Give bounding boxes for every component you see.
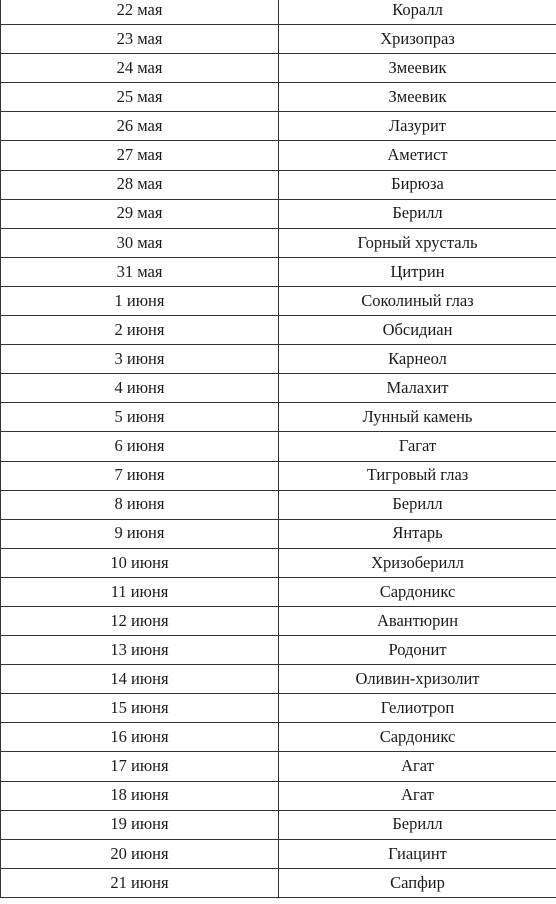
date-cell: 23 мая [1, 25, 279, 54]
table-row [1, 374, 556, 403]
stone-cell: Оливин-хризолит [279, 665, 556, 694]
table-row [1, 345, 556, 374]
stone-cell: Хризопраз [279, 25, 556, 54]
stone-cell: Обсидиан [279, 316, 556, 345]
stone-cell: Гиацинт [279, 839, 556, 868]
table-row [1, 636, 556, 665]
table-row [1, 83, 556, 112]
table-row [1, 286, 556, 315]
date-cell: 10 июня [1, 548, 279, 577]
date-cell: 12 июня [1, 606, 279, 635]
stone-cell: Берилл [279, 490, 556, 519]
stone-cell: Змеевик [279, 83, 556, 112]
date-cell: 9 июня [1, 519, 279, 548]
stone-cell: Карнеол [279, 345, 556, 374]
stone-cell: Сардоникс [279, 577, 556, 606]
stone-cell: Авантюрин [279, 606, 556, 635]
table-row [1, 0, 556, 25]
date-cell: 22 мая [1, 0, 279, 25]
table-row [1, 257, 556, 286]
stone-cell: Сардоникс [279, 723, 556, 752]
table-row [1, 548, 556, 577]
stone-cell: Гагат [279, 432, 556, 461]
date-cell: 28 мая [1, 170, 279, 199]
table-row [1, 752, 556, 781]
table-row [1, 316, 556, 345]
table-row [1, 868, 556, 897]
stone-cell: Цитрин [279, 257, 556, 286]
table-row [1, 403, 556, 432]
date-cell: 11 июня [1, 577, 279, 606]
stone-cell: Родонит [279, 636, 556, 665]
date-cell: 2 июня [1, 316, 279, 345]
stone-cell: Коралл [279, 0, 556, 25]
stone-cell: Аметист [279, 141, 556, 170]
table-row [1, 54, 556, 83]
date-cell: 27 мая [1, 141, 279, 170]
date-cell: 6 июня [1, 432, 279, 461]
date-cell: 13 июня [1, 636, 279, 665]
table-body [1, 0, 556, 897]
table-row [1, 25, 556, 54]
stone-cell: Берилл [279, 810, 556, 839]
date-cell: 16 июня [1, 723, 279, 752]
date-cell: 31 мая [1, 257, 279, 286]
table-row [1, 781, 556, 810]
table-row [1, 141, 556, 170]
date-cell: 15 июня [1, 694, 279, 723]
table-row [1, 839, 556, 868]
table-row [1, 432, 556, 461]
stone-cell: Горный хрусталь [279, 228, 556, 257]
stone-cell: Змеевик [279, 54, 556, 83]
table-row [1, 723, 556, 752]
table-row [1, 112, 556, 141]
table-row [1, 490, 556, 519]
date-cell: 19 июня [1, 810, 279, 839]
date-cell: 21 июня [1, 868, 279, 897]
date-cell: 24 мая [1, 54, 279, 83]
stone-cell: Агат [279, 752, 556, 781]
date-cell: 3 июня [1, 345, 279, 374]
stone-cell: Лазурит [279, 112, 556, 141]
date-cell: 18 июня [1, 781, 279, 810]
date-cell: 4 июня [1, 374, 279, 403]
date-cell: 29 мая [1, 199, 279, 228]
date-cell: 5 июня [1, 403, 279, 432]
date-cell: 17 июня [1, 752, 279, 781]
date-cell: 14 июня [1, 665, 279, 694]
table-row [1, 461, 556, 490]
table-row [1, 665, 556, 694]
stone-cell: Гелиотроп [279, 694, 556, 723]
stone-cell: Тигровый глаз [279, 461, 556, 490]
table-row [1, 170, 556, 199]
table-row [1, 199, 556, 228]
table-row [1, 577, 556, 606]
stone-cell: Лунный камень [279, 403, 556, 432]
stone-cell: Берилл [279, 199, 556, 228]
table-row [1, 519, 556, 548]
stone-cell: Хризоберилл [279, 548, 556, 577]
date-cell: 26 мая [1, 112, 279, 141]
date-cell: 1 июня [1, 286, 279, 315]
stone-cell: Бирюза [279, 170, 556, 199]
table-row [1, 810, 556, 839]
stone-cell: Соколиный глаз [279, 286, 556, 315]
stone-cell: Малахит [279, 374, 556, 403]
stone-cell: Янтарь [279, 519, 556, 548]
table-row [1, 694, 556, 723]
stone-cell: Сапфир [279, 868, 556, 897]
table-row [1, 606, 556, 635]
table-row [1, 228, 556, 257]
date-cell: 30 мая [1, 228, 279, 257]
date-cell: 25 мая [1, 83, 279, 112]
stone-cell: Агат [279, 781, 556, 810]
date-cell: 8 июня [1, 490, 279, 519]
date-cell: 20 июня [1, 839, 279, 868]
date-cell: 7 июня [1, 461, 279, 490]
